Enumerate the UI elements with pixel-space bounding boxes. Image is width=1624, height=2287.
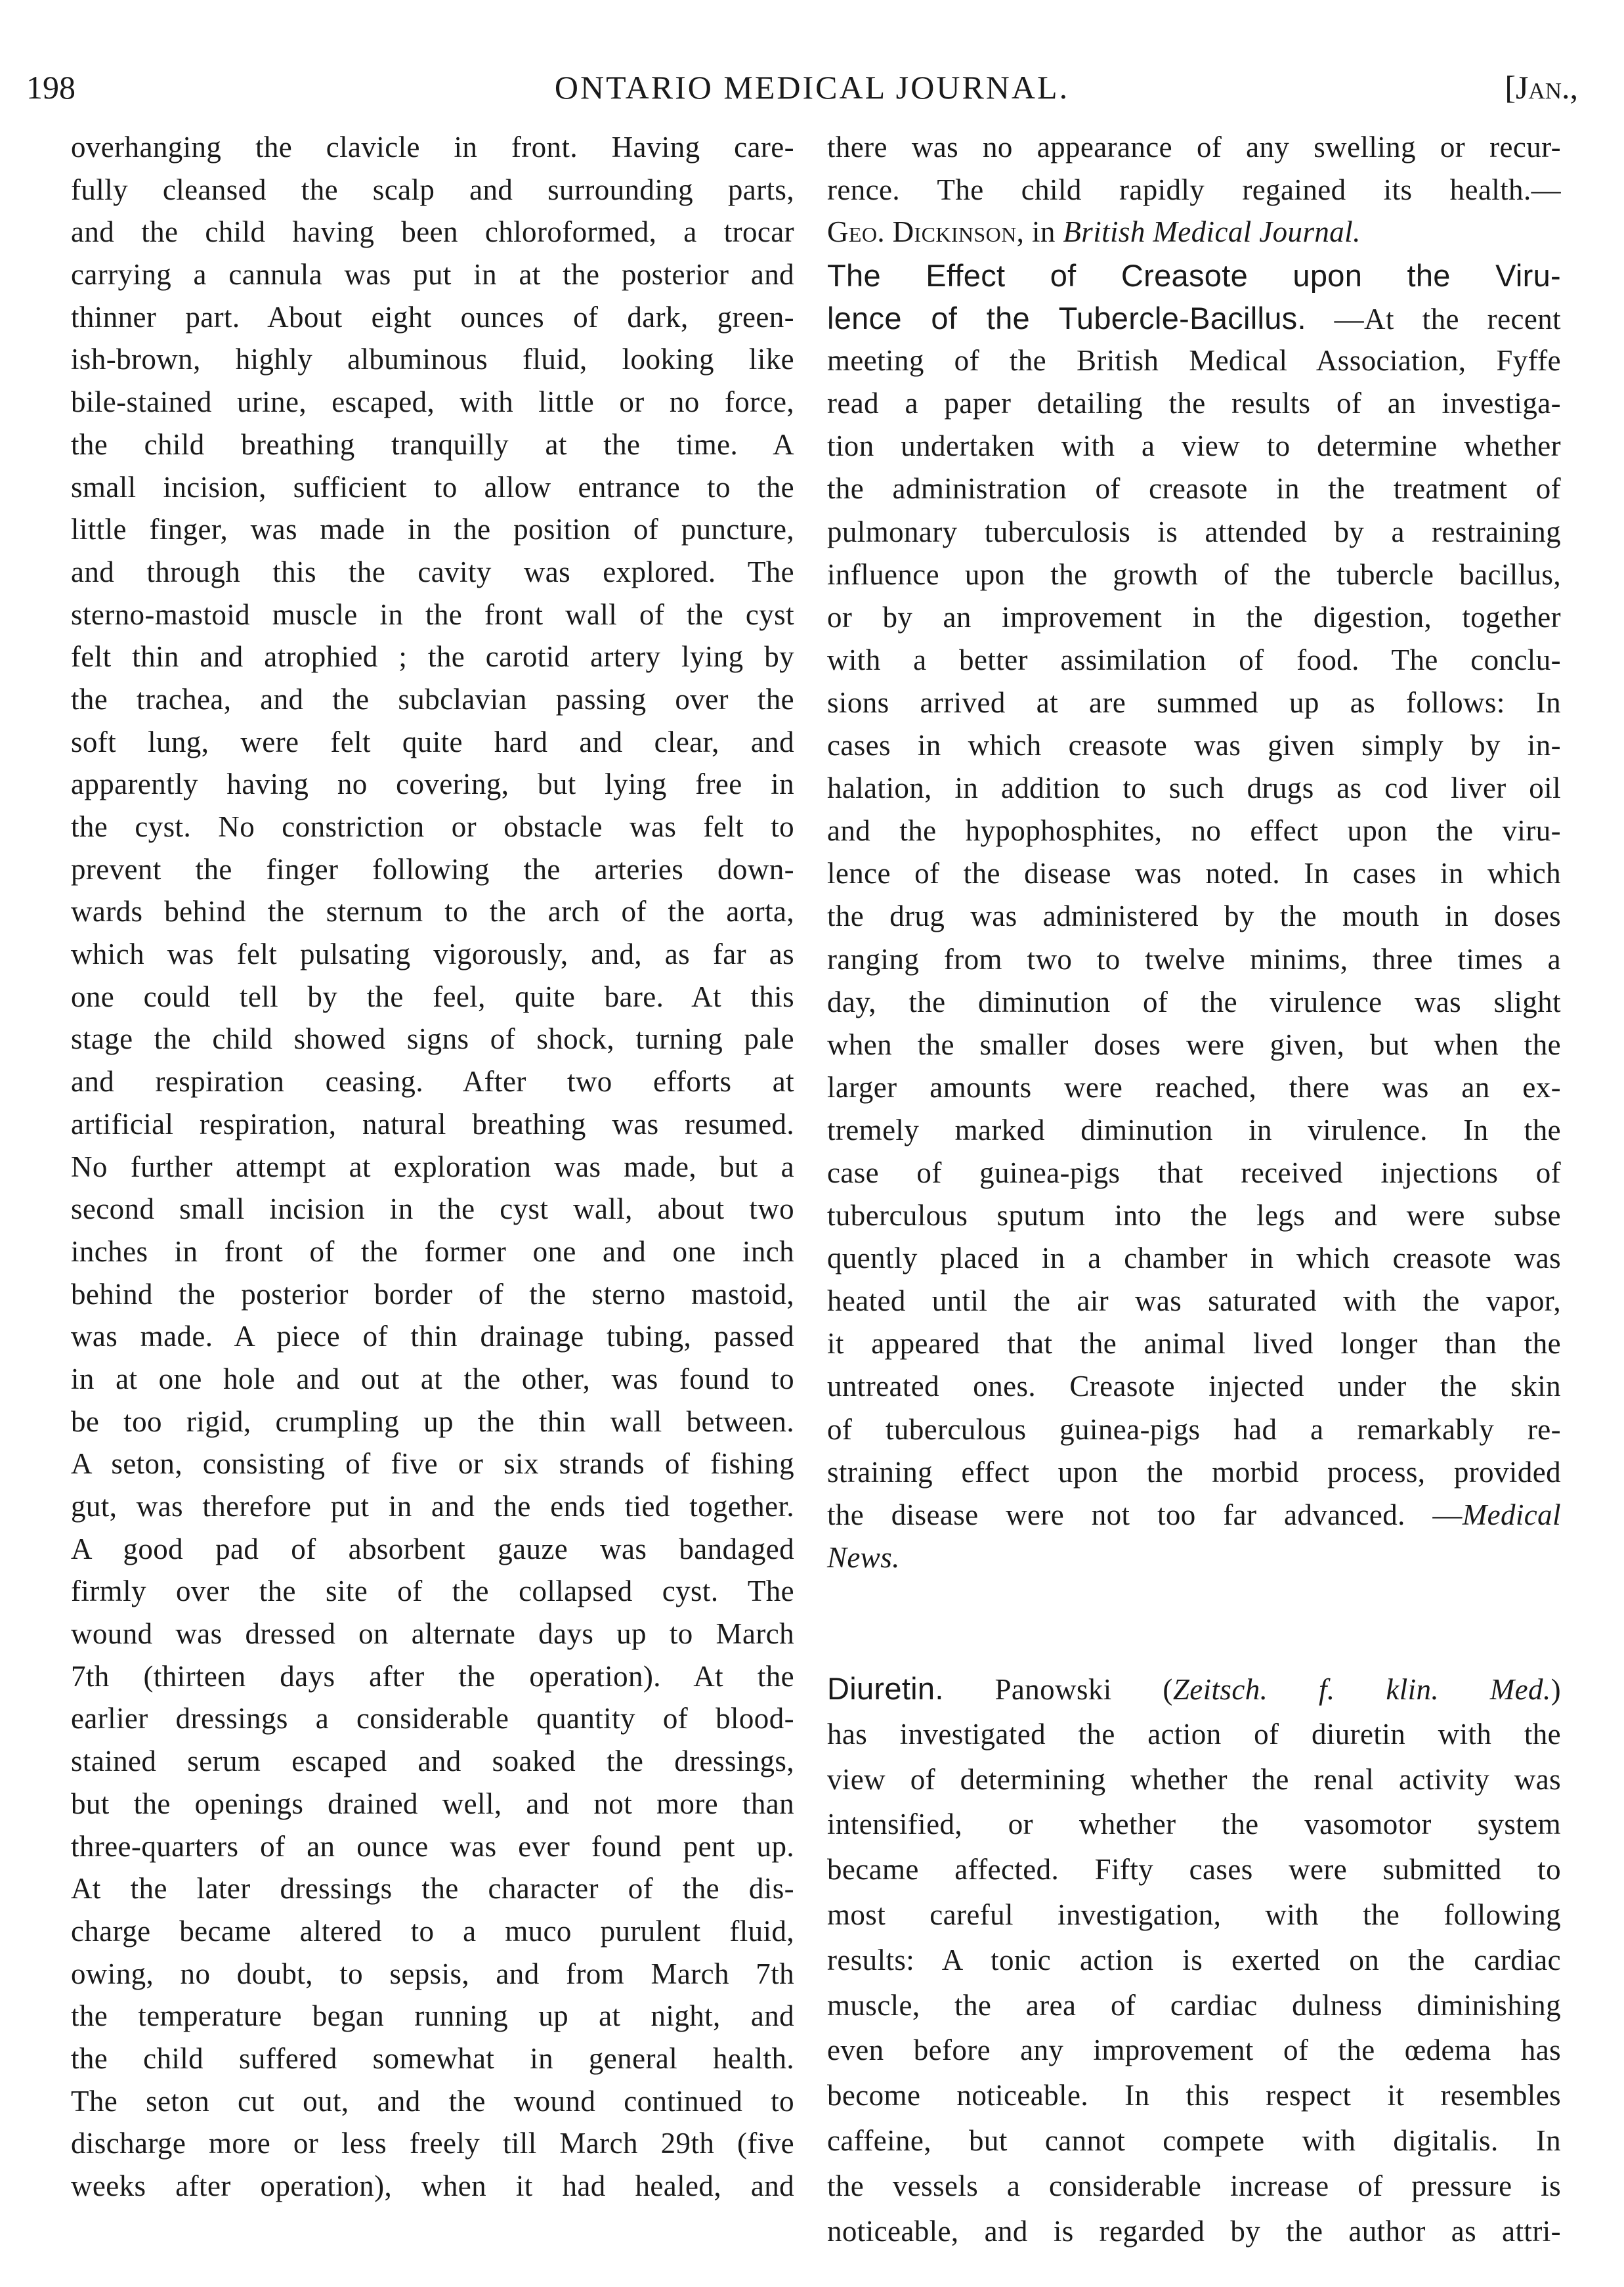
body-text: meeting of the British Medical Association, Fyffe (827, 344, 1561, 378)
body-text: prevent the finger following the arteries down- (71, 852, 794, 886)
text-line (827, 211, 1561, 253)
text-line (71, 2037, 794, 2080)
body-text: inches in front of the former one and one inch (71, 1234, 794, 1268)
text-line (71, 636, 794, 678)
text-line (827, 682, 1561, 724)
text-line (71, 2122, 794, 2165)
text-line (71, 1740, 794, 1783)
text-line (827, 1152, 1561, 1194)
body-text: tremely marked diminution in virulence. In the (827, 1113, 1561, 1146)
text-line (71, 1485, 794, 1528)
text-line (827, 1194, 1561, 1237)
running-head-month: [Jan., (1505, 69, 1578, 106)
text-line (827, 2073, 1561, 2118)
text-line (827, 425, 1561, 468)
body-text: with a better assimilation of food. The conclu- (827, 643, 1561, 676)
body-text: the cyst. No constriction or obstacle was felt to (71, 810, 794, 843)
body-text: gut, was therefore put in and the ends tied together. (71, 1490, 794, 1523)
body-text: earlier dressings a considerable quantity of blood- (71, 1702, 794, 1735)
text-line (71, 890, 794, 933)
body-text: thinner part. About eight ounces of dark, green- (71, 300, 794, 334)
text-line (71, 381, 794, 424)
text-line (827, 639, 1561, 682)
body-text: ish-brown, highly albuminous fluid, looking like (71, 343, 794, 376)
text-line (827, 1938, 1561, 1983)
text-line (827, 297, 1561, 339)
body-text: there was no appearance of any swelling or recur- (827, 131, 1561, 163)
text-line (827, 1451, 1561, 1494)
body-text: in at one hole and out at the other, was found to (71, 1362, 794, 1395)
text-line (827, 1712, 1561, 1757)
text-line (71, 466, 794, 509)
body-text: rence. The child rapidly regained its health.— (827, 173, 1561, 206)
body-text: halation, in addition to such drugs as cod liver oil (827, 772, 1561, 805)
page-number: 198 (26, 69, 75, 106)
body-text: results: A tonic action is exerted on the cardiac (827, 1943, 1561, 1976)
text-line (827, 1408, 1561, 1451)
text-line (71, 1273, 794, 1316)
body-text: A seton, consisting of five or six strands of fishing (71, 1447, 794, 1481)
text-line (827, 2209, 1561, 2254)
body-text: the drug was administered by the mouth in doses (827, 900, 1561, 933)
text-line (71, 1315, 794, 1358)
body-text: even before any improvement of the œdema has (827, 2034, 1561, 2067)
body-text: Geo. Dickinson (827, 215, 1017, 249)
body-text: stained serum escaped and soaked the dressings, (71, 1745, 794, 1778)
body-text: noticeable, and is regarded by the author as attri- (827, 2214, 1561, 2248)
text-line (71, 1146, 794, 1188)
text-line (71, 1060, 794, 1103)
text-line (827, 1280, 1561, 1322)
body-text: , in (1016, 215, 1063, 249)
left-column (71, 126, 794, 2208)
body-text: bile-stained urine, escaped, with little or no force, (71, 385, 794, 419)
body-text: muscle, the area of cardiac dulness diminishing (827, 1988, 1561, 2022)
case-report-conclusion (827, 126, 1561, 253)
body-text: discharge more or less freely till March 29th (five (71, 2127, 794, 2160)
body-text: view of determining whether the renal activity was (827, 1762, 1561, 1796)
body-text: firmly over the site of the collapsed cyst. The (71, 1575, 794, 1608)
text-line (827, 1109, 1561, 1152)
text-line (71, 1231, 794, 1273)
body-text: the trachea, and the subclavian passing over the (71, 682, 794, 716)
text-line (71, 2165, 794, 2208)
text-line (71, 2080, 794, 2123)
italic-text: Zeitsch. f. klin. Med. (1172, 1673, 1551, 1706)
body-text: fully cleansed the scalp and surrounding parts, (71, 173, 794, 206)
body-text: lence of the disease was noted. In cases in which (827, 857, 1561, 890)
text-line (71, 1655, 794, 1698)
body-text: of tuberculous guinea-pigs had a remarkably re- (827, 1412, 1561, 1446)
body-text: larger amounts were reached, there was an ex- (827, 1070, 1561, 1104)
body-text: carrying a cannula was put in at the posterior and (71, 258, 794, 292)
article-heading: lence of the Tubercle-Bacillus. (827, 301, 1306, 336)
text-line (827, 254, 1561, 297)
article-heading: The Effect of Creasote upon the Viru- (827, 258, 1561, 293)
body-text: has investigated the action of diuretin with the (827, 1717, 1561, 1751)
body-text: A good pad of absorbent gauze was bandaged (71, 1532, 794, 1565)
text-line (71, 1613, 794, 1655)
text-line (71, 1995, 794, 2037)
text-line (71, 594, 794, 636)
text-line (827, 2028, 1561, 2073)
text-line (71, 338, 794, 381)
text-line (71, 763, 794, 806)
body-text: and through this the cavity was explored. The (71, 555, 794, 588)
body-text: and the child having been chloroformed, a trocar (71, 215, 794, 249)
body-text: or by an improvement in the digestion, together (827, 600, 1561, 634)
text-line (71, 1570, 794, 1613)
body-text: 7th (thirteen days after the operation). At the (71, 1659, 794, 1693)
article-diuretin (827, 1666, 1561, 2254)
body-text: At the later dressings the character of the dis- (71, 1872, 794, 1906)
text-line (827, 767, 1561, 810)
text-line (71, 933, 794, 976)
text-line (827, 1322, 1561, 1365)
body-text: cases in which creasote was given simply by in- (827, 729, 1561, 762)
text-line (71, 169, 794, 211)
text-line (71, 1018, 794, 1060)
text-line (71, 1867, 794, 1910)
text-line (71, 678, 794, 721)
body-text: ranging from two to twelve minims, three times a (827, 942, 1561, 976)
text-line (827, 1494, 1561, 1536)
body-text: apparently having no covering, but lying free in (71, 768, 794, 801)
body-text: The seton cut out, and the wound continued to (71, 2084, 794, 2118)
body-text: was made. A piece of thin drainage tubing, passed (71, 1320, 794, 1353)
text-line (827, 1757, 1561, 1802)
body-text: the temperature began running up at night, and (71, 1999, 794, 2033)
body-text: Panowski ( (943, 1673, 1173, 1706)
body-text: sions arrived at are summed up as follows: In (827, 686, 1561, 719)
text-line (827, 2164, 1561, 2209)
body-text: the administration of creasote in the treatment of (827, 472, 1561, 506)
body-text: untreated ones. Creasote injected under the skin (827, 1370, 1561, 1403)
body-text: overhanging the clavicle in front. Having care- (71, 131, 794, 163)
text-line (827, 382, 1561, 425)
body-text: second small incision in the cyst wall, about two (71, 1192, 794, 1226)
text-line (71, 296, 794, 339)
text-line (71, 721, 794, 764)
body-text: owing, no doubt, to sepsis, and from March 7th (71, 1957, 794, 1990)
body-text: —At the recent (1306, 303, 1561, 336)
body-text: caffeine, but cannot compete with digitalis. In (827, 2124, 1561, 2157)
text-line (827, 2118, 1561, 2164)
text-line (71, 211, 794, 253)
body-text: pulmonary tuberculosis is attended by a restraining (827, 515, 1561, 548)
text-line (71, 253, 794, 296)
body-text: small incision, sufficient to allow entrance to the (71, 470, 794, 504)
italic-text: British Medical Journal. (1063, 215, 1361, 249)
body-text: wards behind the sternum to the arch of the aorta, (71, 895, 794, 928)
body-text: No further attempt at exploration was made, but a (71, 1150, 794, 1183)
text-line (827, 169, 1561, 211)
text-line (827, 1802, 1561, 1847)
body-text: influence upon the growth of the tubercle bacillus, (827, 557, 1561, 591)
article-heading: Diuretin. (827, 1671, 944, 1706)
body-text: read a paper detailing the results of an investiga- (827, 387, 1561, 420)
body-text: little finger, was made in the position of puncture, (71, 513, 794, 546)
text-line (71, 1910, 794, 1953)
italic-text: Medical (1462, 1498, 1561, 1531)
body-text: ) (1550, 1673, 1561, 1706)
text-line (71, 1953, 794, 1995)
body-text: when the smaller doses were given, but when the (827, 1028, 1561, 1061)
body-text: heated until the air was saturated with the vapor, (827, 1284, 1561, 1318)
text-line (71, 1528, 794, 1571)
body-text: tuberculous sputum into the legs and were subse (827, 1199, 1561, 1232)
body-text: wound was dressed on alternate days up to March (71, 1617, 794, 1651)
text-line (827, 1847, 1561, 1892)
body-text: the child breathing tranquilly at the time. A (71, 427, 794, 461)
text-line (827, 810, 1561, 852)
text-line (827, 1237, 1561, 1280)
article-creasote-tubercle-bacillus (827, 254, 1561, 1579)
text-line (827, 895, 1561, 938)
text-line (827, 938, 1561, 981)
journal-title: ONTARIO MEDICAL JOURNAL. (554, 69, 1070, 106)
text-line (71, 976, 794, 1018)
body-text: most careful investigation, with the following (827, 1898, 1561, 1931)
text-line (71, 551, 794, 594)
text-line (71, 126, 794, 169)
text-line (827, 1024, 1561, 1066)
text-line (71, 508, 794, 551)
body-text: artificial respiration, natural breathing was resumed. (71, 1107, 794, 1141)
body-text: became affected. Fifty cases were submitted to (827, 1853, 1561, 1886)
body-text: sterno-mastoid muscle in the front wall of the cyst (71, 598, 794, 631)
body-text: tion undertaken with a view to determine whether (827, 429, 1561, 463)
body-text: day, the diminution of the virulence was slight (827, 985, 1561, 1018)
text-line (71, 424, 794, 466)
text-line (71, 1825, 794, 1868)
text-line (71, 1783, 794, 1825)
text-line (827, 596, 1561, 639)
text-line (71, 1697, 794, 1740)
body-text: soft lung, were felt quite hard and clear, and (71, 725, 794, 758)
body-text: which was felt pulsating vigorously, and, as far as (71, 938, 794, 971)
body-text: and respiration ceasing. After two efforts at (71, 1065, 794, 1099)
body-text: weeks after operation), when it had healed, and (71, 2169, 794, 2202)
text-line (71, 1443, 794, 1485)
body-text: become noticeable. In this respect it resembles (827, 2079, 1561, 2112)
text-line (71, 806, 794, 848)
text-line (827, 1365, 1561, 1408)
text-line (827, 1066, 1561, 1109)
body-text: it appeared that the animal lived longer than the (827, 1327, 1561, 1361)
text-line (71, 1358, 794, 1401)
text-line (71, 848, 794, 891)
text-line (827, 554, 1561, 596)
body-text: behind the posterior border of the sterno mastoid, (71, 1277, 794, 1311)
text-line (827, 468, 1561, 510)
body-text: case of guinea-pigs that received injections of (827, 1156, 1561, 1189)
body-text: the disease were not too far advanced. — (827, 1498, 1463, 1531)
body-text: the child suffered somewhat in general health. (71, 2041, 794, 2075)
text-line (827, 981, 1561, 1024)
text-line (827, 1983, 1561, 2028)
text-line (827, 126, 1561, 169)
text-line (71, 1103, 794, 1146)
body-text: one could tell by the feel, quite bare. At this (71, 980, 794, 1013)
body-text: intensified, or whether the vasomotor system (827, 1808, 1561, 1841)
body-text: be too rigid, crumpling up the thin wall between. (71, 1405, 794, 1438)
body-text: charge became altered to a muco purulent fluid, (71, 1914, 794, 1948)
text-line (827, 511, 1561, 554)
text-line (827, 339, 1561, 382)
text-line (827, 1892, 1561, 1938)
text-line (827, 1536, 1561, 1579)
text-line (827, 852, 1561, 895)
body-text: quently placed in a chamber in which creasote was (827, 1242, 1561, 1275)
text-line (71, 1188, 794, 1231)
body-text: the vessels a considerable increase of pressure is (827, 2169, 1561, 2202)
body-text: and the hypophosphites, no effect upon the viru- (827, 814, 1561, 848)
italic-text: News. (827, 1540, 900, 1574)
body-text: but the openings drained well, and not more than (71, 1787, 794, 1820)
body-text: three-quarters of an ounce was ever found pent up. (71, 1829, 794, 1863)
body-text: straining effect upon the morbid process, provided (827, 1455, 1561, 1489)
body-text: stage the child showed signs of shock, turning pale (71, 1022, 794, 1056)
text-line (827, 724, 1561, 767)
text-line (71, 1401, 794, 1443)
text-line (827, 1666, 1561, 1712)
body-text: felt thin and atrophied ; the carotid artery lying by (71, 640, 794, 674)
